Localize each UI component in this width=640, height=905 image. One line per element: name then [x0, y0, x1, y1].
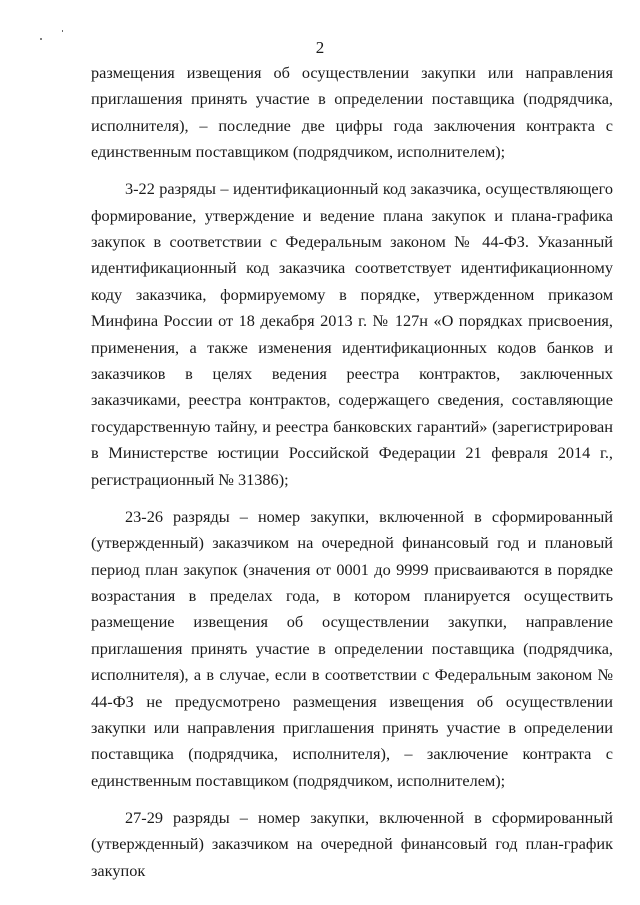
paragraph-digits-3-22: 3-22 разряды – идентификационный код заказчика, осуществляющего формирование, утверждение и ведение плана закупок и плана-графика закупок в соответствии с Федеральным законом № 44-ФЗ. Указанный идентификационный код заказчика соответствует идентификационному коду заказчика, формируемому в порядке, утвержденном приказом Минфина России от 18 декабря 2013 г. № 127н «О порядках присвоения, применения, а также изменения идентификационных кодов банков и заказчиков в целях ведения реестра контрактов, заключенных заказчиками, реестра контрактов, содержащего сведения, составляющие государственную тайну, и реестра банковских гарантий» (зарегистрирован в Министерстве юстиции Российской Федерации 21 февраля 2014 г., регистрационный № 31386); [91, 179, 613, 489]
paragraph-digits-27-29: 27-29 разряды – номер закупки, включенной в сформированный (утвержденный) заказчиком на очередной финансовый год план-график закупок [91, 807, 613, 880]
paragraph-continuation: размещения извещения об осуществлении закупки или направления приглашения принять участие в определении поставщика (подрядчика, исполнителя), – последние две цифры года заключения контракта с единственным поставщиком (подрядчиком, исполнителем); [91, 63, 613, 162]
scan-speck [62, 30, 63, 32]
page-number: 2 [315, 38, 325, 57]
paragraph-digits-23-26: 23-26 разряды – номер закупки, включенной в сформированный (утвержденный) заказчиком на очередной финансовый год и плановый период план закупок (значения от 0001 до 9999 присваиваются в порядке возрастания в пределах года, в котором планируется осуществить размещение извещения об осуществлении закупки, направление приглашения принять участие в определении поставщика (подрядчика, исполнителя), а в случае, если в соответствии с Федеральным законом № 44-ФЗ не предусмотрено размещения извещения об осуществлении закупки или направления приглашения принять участие в определении поставщика (подрядчика, исполнителя), – заключение контракта с единственным поставщиком (подрядчиком, исполнителем); [91, 506, 613, 790]
document-body [91, 60, 613, 884]
